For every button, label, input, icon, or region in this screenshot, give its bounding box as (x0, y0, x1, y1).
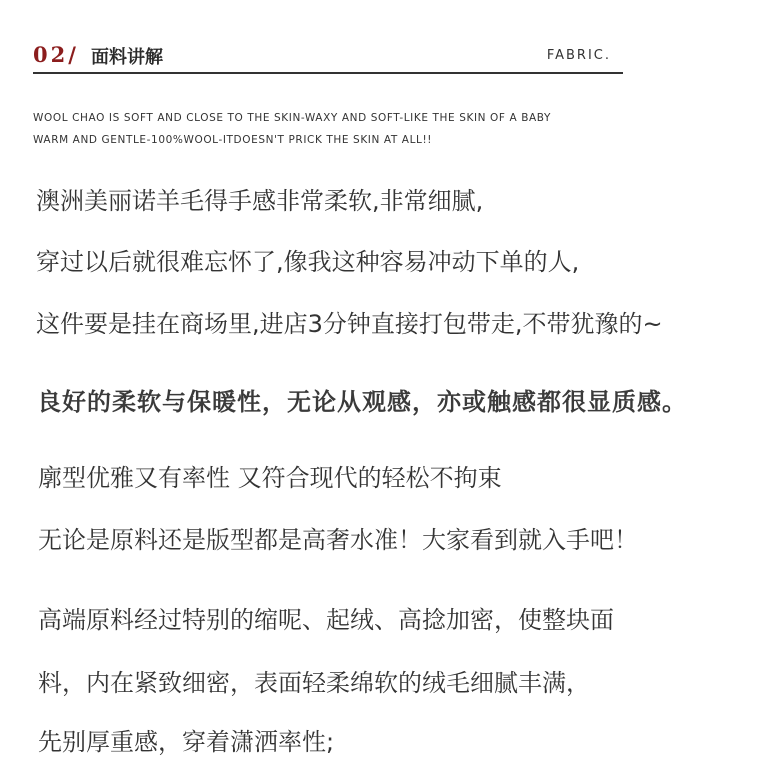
highlight-statement: 良好的柔软与保暖性，无论从观感，亦或触感都很显质感。 (37, 388, 687, 416)
section-title: 面料讲解 (91, 47, 163, 68)
paragraph-3-line-1: 高端原料经过特别的缩呢、起绒、高捻加密，使整块面 (38, 606, 614, 634)
paragraph-3-line-3: 先别厚重感，穿着潇洒率性; (38, 728, 335, 756)
header-divider (33, 72, 623, 74)
paragraph-1-line-1: 澳洲美丽诺羊毛得手感非常柔软,非常细腻, (36, 187, 484, 215)
english-line-1: WOOL CHAO IS SOFT AND CLOSE TO THE SKIN-WAXY AND SOFT-LIKE THE SKIN OF A BABY (33, 112, 552, 124)
english-line-2: WARM AND GENTLE-100%WOOL-ITDOESN'T PRICK THE SKIN AT ALL!! (33, 134, 433, 146)
section-number-text: 02 (33, 42, 69, 67)
paragraph-2-line-1: 廓型优雅又有率性 又符合现代的轻松不拘束 (38, 464, 502, 492)
paragraph-2-line-2: 无论是原料还是版型都是高奢水准！大家看到就入手吧！ (38, 526, 638, 554)
section-header (33, 42, 623, 72)
paragraph-1-line-3: 这件要是挂在商场里,进店3分钟直接打包带走,不带犹豫的~ (36, 310, 663, 338)
paragraph-1-line-2: 穿过以后就很难忘怀了,像我这种容易冲动下单的人, (36, 248, 580, 276)
section-number (33, 42, 79, 67)
paragraph-3-line-2: 料，内在紧致细密，表面轻柔绵软的绒毛细腻丰满， (38, 669, 590, 697)
section-slash: / (68, 42, 79, 67)
section-label-fabric: FABRIC. (546, 48, 611, 63)
